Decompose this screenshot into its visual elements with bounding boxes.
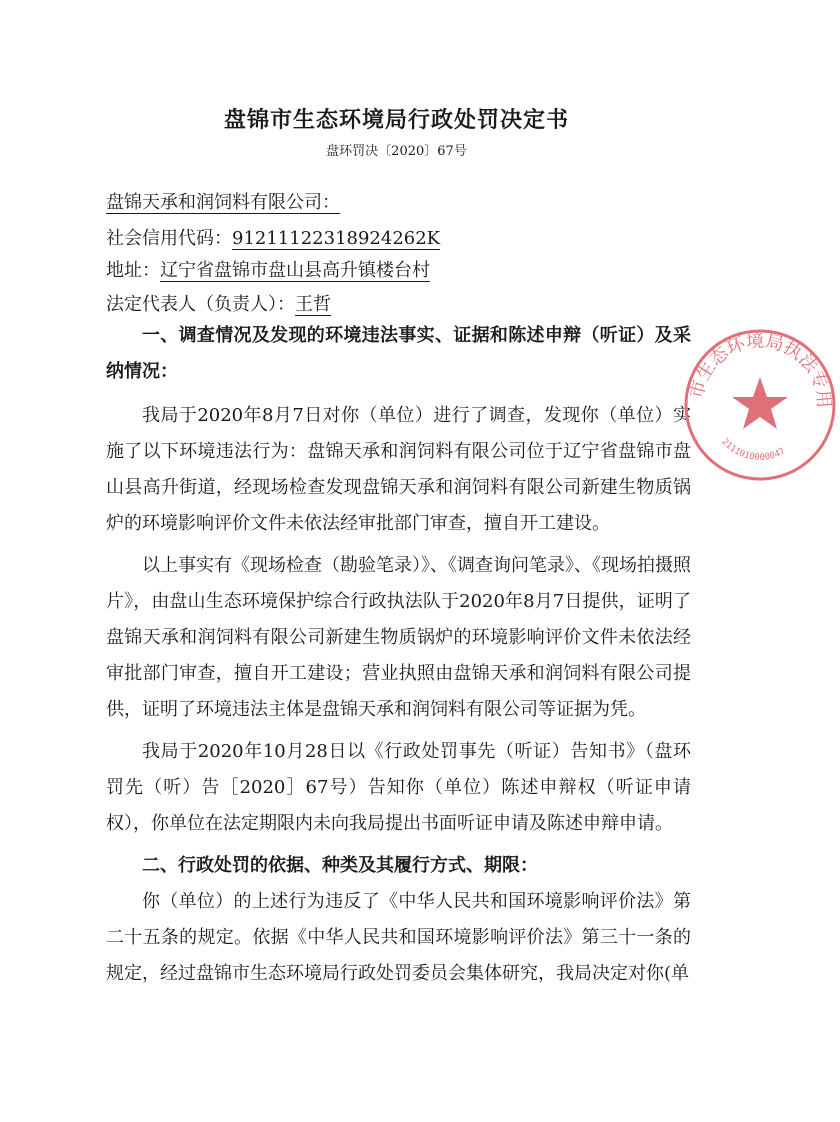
address-line [106, 256, 430, 282]
official-seal [680, 325, 840, 485]
document-body [106, 318, 691, 992]
section1-paragraph-notice: 我局于2020年10月28日以《行政处罚事先（听证）告知书》（盘环罚先（听）告［2020］67号）告知你（单位）陈述申辩权（听证申请权），你单位在法定期限内未向我局提出书面听证申请及陈述申辩申请。 [106, 741, 691, 834]
party-name: 盘锦天承和润饲料有限公司： [106, 192, 340, 213]
representative-value: 王哲 [295, 294, 331, 315]
seal-number: 2111010000047 [719, 437, 788, 463]
document-title: 盘锦市生态环境局行政处罚决定书 [223, 107, 569, 133]
representative-label: 法定代表人（负责人）： [106, 294, 295, 315]
credit-code-line [106, 224, 440, 250]
address-label: 地址： [106, 260, 160, 281]
credit-code-label: 社会信用代码： [106, 228, 232, 249]
section1-paragraph-evidence: 以上事实有《现场检查（勘验笔录）》、《调查询问笔录》、《现场拍摄照片》，由盘山生态环境保护综合行政执法队于2020年8月7日提供，证明了盘锦天承和润饲料有限公司新建生物质锅炉的环境影响评价文件未依法经审批部门审查，擅自开工建设；营业执照由盘锦天承和润饲料有限公司提供，证明了环境违法主体是盘锦天承和润饲料有限公司等证据为凭。 [106, 555, 691, 720]
section2-paragraph-basis: 你（单位）的上述行为违反了《中华人民共和国环境影响评价法》第二十五条的规定。依据《中华人民共和国环境影响评价法》第三十一条的规定，经过盘锦市生态环境局行政处罚委员会集体研究，我局决定对你(单 [106, 891, 691, 984]
svg-text:2111010000047 [719, 437, 787, 463]
section2-heading: 二、行政处罚的依据、种类及其履行方式、期限： [142, 855, 538, 876]
address-value: 辽宁省盘锦市盘山县高升镇楼台村 [160, 260, 430, 281]
seal-star-icon [732, 377, 788, 429]
section1-heading: 一、调查情况及发现的环境违法事实、证据和陈述申辩（听证）及采纳情况： [106, 325, 691, 382]
section1-paragraph-facts: 我局于2020年8月7日对你（单位）进行了调查，发现你（单位）实施了以下环境违法行为：盘锦天承和润饲料有限公司位于辽宁省盘锦市盘山县高升街道，经现场检查发现盘锦天承和润饲料有限公司新建生物质锅炉的环境影响评价文件未依法经审批部门审查，擅自开工建设。 [106, 405, 691, 534]
representative-line [106, 290, 331, 316]
seal-text: 市生态环境局执法专用 [686, 330, 835, 410]
document-number: 盘环罚决〔2020〕67号 [326, 144, 467, 159]
party-name-line [106, 188, 340, 214]
svg-text:市生态环境局执法专用 [686, 331, 834, 410]
credit-code-value: 91211122318924262K [232, 228, 441, 249]
